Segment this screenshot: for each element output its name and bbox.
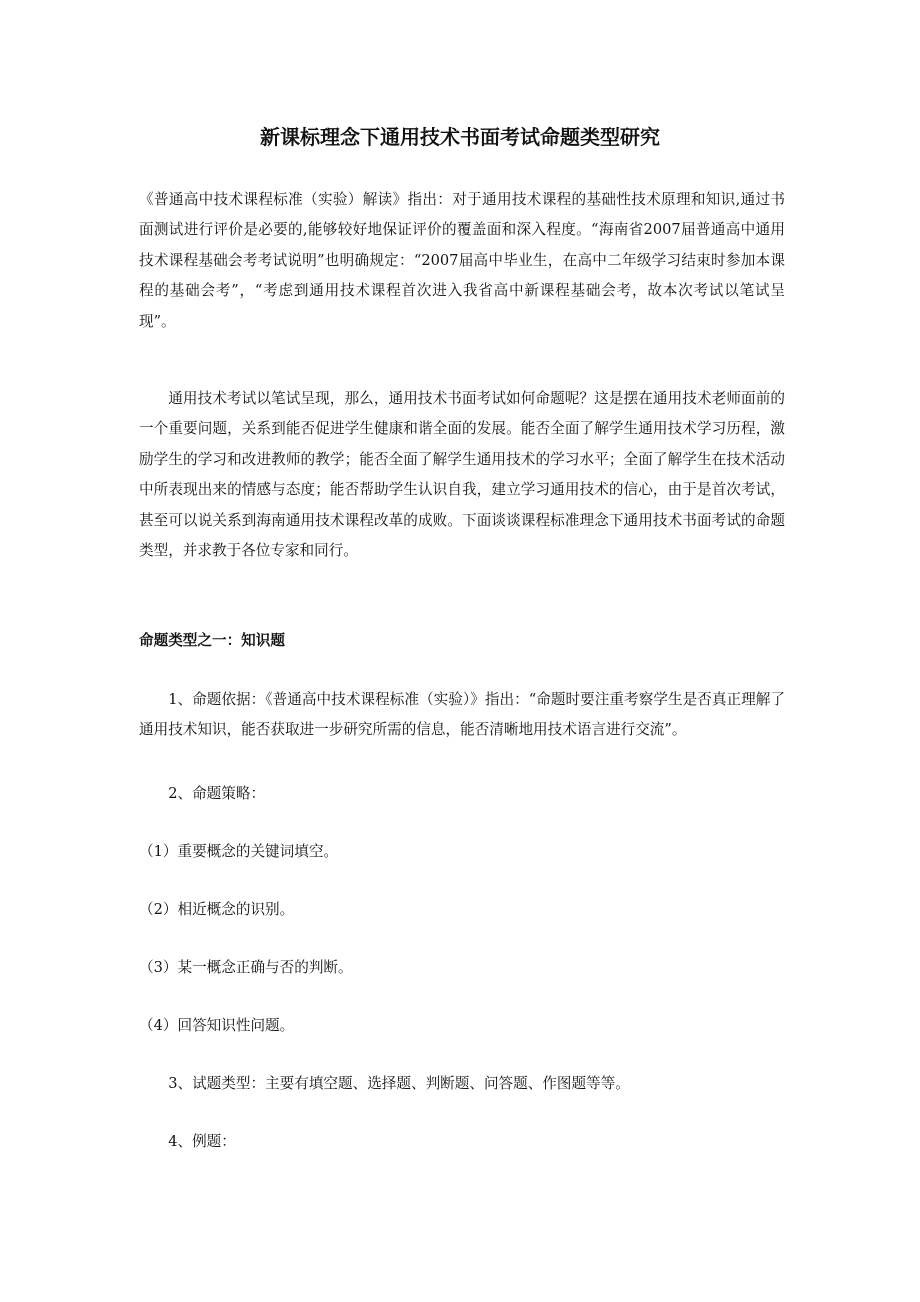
- strategy-item: （4）回答知识性问题。: [139, 1017, 295, 1034]
- item-1-basis: 1、命题依据：《普通高中技术课程标准（实验）》指出：“命题时要注重考察学生是否真正理解了通用技术知识，能否获取进一步研究所需的信息，能否清晰地用技术语言进行交流”。: [139, 691, 785, 739]
- document-title: 新课标理念下通用技术书面考试命题类型研究: [260, 125, 660, 149]
- item-2-strategy: 2、命题策略：: [168, 785, 266, 802]
- section-heading: 命题类型之一：知识题: [139, 632, 285, 649]
- strategy-item: （1）重要概念的关键词填空。: [139, 843, 339, 860]
- strategy-item: （2）相近概念的识别。: [139, 901, 295, 918]
- item-4-examples: 4、例题：: [168, 1133, 236, 1150]
- second-paragraph: 通用技术考试以笔试呈现，那么，通用技术书面考试如何命题呢？这是摆在通用技术老师面前的一个重要问题，关系到能否促进学生健康和谐全面的发展。能否全面了解学生通用技术学习历程，激励学生的学习和改进教师的教学；能否全面了解学生通用技术的学习水平；全面了解学生在技术活动中所表现出来的情感与态度；能否帮助学生认识自我，建立学习通用技术的信心，由于是首次考试，甚至可以说关系到海南通用技术课程改革的成败。下面谈谈课程标准理念下通用技术书面考试的命题类型，并求教于各位专家和同行。: [139, 390, 785, 560]
- strategy-item: （3）某一概念正确与否的判断。: [139, 959, 353, 976]
- item-3-question-types: 3、试题类型：主要有填空题、选择题、判断题、问答题、作图题等等。: [168, 1075, 630, 1092]
- intro-paragraph: 《普通高中技术课程标准（实验）解读》指出：对于通用技术课程的基础性技术原理和知识,通过书面测试进行评价是必要的,能够较好地保证评价的覆盖面和深入程度。“海南省2007届普通高中通用技术课程基础会考考试说明”也明确规定：“2007届高中毕业生，在高中二年级学习结束时参加本课程的基础会考”，“考虑到通用技术课程首次进入我省高中新课程基础会考，故本次考试以笔试呈现”。: [139, 191, 785, 330]
